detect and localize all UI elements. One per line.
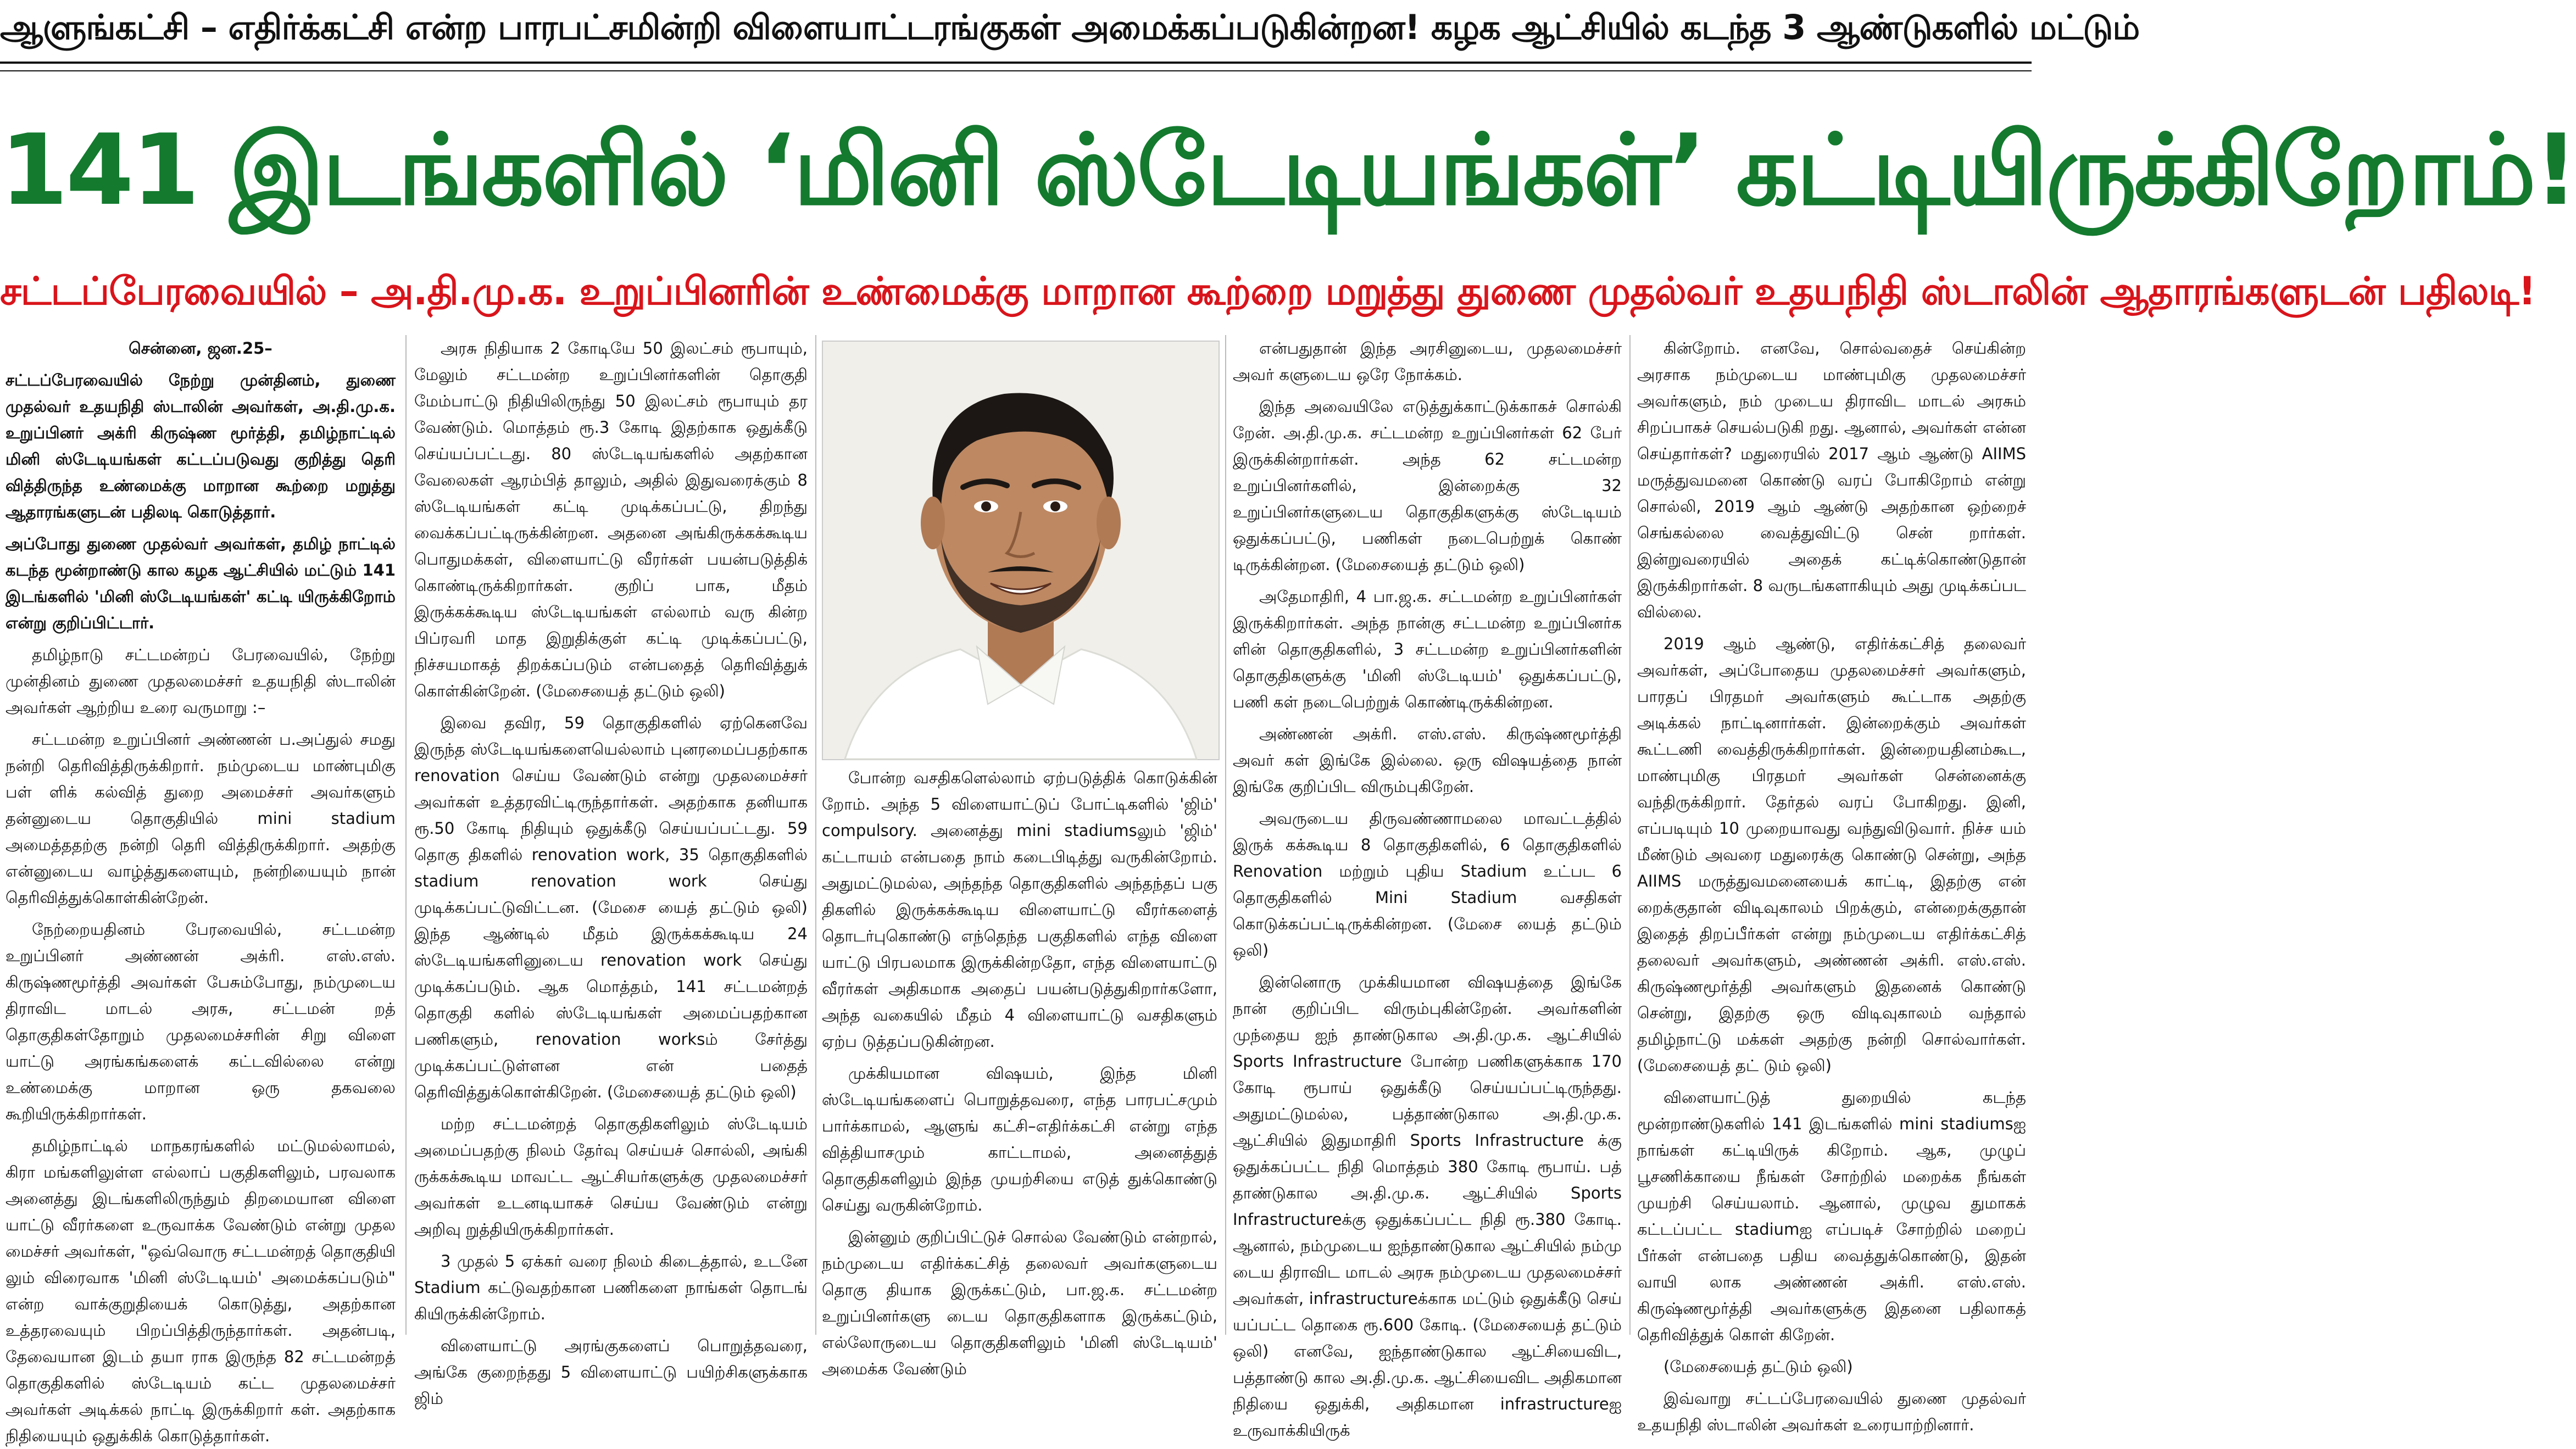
paragraph: கின்றோம். எனவே, சொல்வதைச் செய்கின்ற அரசாக நம்முடைய மாண்புமிகு முதலமைச்சர் அவர்களும், நம் முடைய திராவிட மாடல் அரசும் சிறப்பாகச் செயல்படுகி றது. ஆனால், அவர்கள் என்ன செய்தார்கள்? மதுரையில் 2017 ஆம் ஆண்டு AIIMS மருத்துவமனை கொண்டு வரப் போகிறோம் என்று சொல்லி, 2019 ஆம் ஆண்டு அதற்கான ஒற்றைச் செங்கல்லை வைத்துவிட்டு சென் றார்கள். இன்றுவரையில் அதைக் கட்டிக்கொண்டுதான் இருக்கிறார்கள். 8 வருடங்களாகியும் அது முடிக்கப்பட வில்லை. [1637,339,2026,621]
paragraph: தமிழ்நாட்டில் மாநகரங்களில் மட்டுமல்லாமல், கிரா மங்களிலுள்ள எல்லாப் பகுதிகளிலும், பரவலாக அனைத்து இடங்களிலிருந்தும் திறமையான விளை யாட்டு வீரர்களை உருவாக்க வேண்டும் என்று முதல மைச்சர் அவர்கள், "ஒவ்வொரு சட்டமன்றத் தொகுதியி லும் விரைவாக 'மினி ஸ்டேடியம்' அமைக்கப்படும்" என்ற வாக்குறுதியைக் கொடுத்து, அதற்கான உத்தரவையும் பிறப்பித்திருந்தார்கள். அதன்படி, தேவையான இடம் தயா ராக இருந்த 82 சட்டமன்றத் தொகுதிகளில் ஸ்டேடியம் கட்ட முதலமைச்சர் அவர்கள் அடிக்கல் நாட்டி இருக்கிறார் கள். அதற்காக நிதியையும் ஒதுக்கிக் கொடுத்தார்கள். [5,1136,396,1445]
paragraph: இந்த அவையிலே எடுத்துக்காட்டுக்காகச் சொல்கி றேன். அ.தி.மு.க. சட்டமன்ற உறுப்பினர்கள் 62 பேர் இருக்கின்றார்கள். அந்த 62 சட்டமன்ற உறுப்பினர்களில், இன்றைக்கு 32 உறுப்பினர்களுடைய தொகுதிகளுக்கு ஸ்டேடியம் ஒதுக்கப்பட்டு, பணிகள் நடைபெற்றுக் கொண் டிருக்கின்றன. (மேசையைத் தட்டும் ஒலி) [1233,397,1622,574]
column-2 [414,335,808,1408]
paragraph: என்பதுதான் இந்த அரசினுடைய, முதலமைச்சர் அவர் களுடைய ஒரே நோக்கம். [1233,339,1622,384]
paragraph: போன்ற வசதிகளெல்லாம் ஏற்படுத்திக் கொடுக்கின் றோம். அந்த 5 விளையாட்டுப் போட்டிகளில் 'ஜிம்' compulsory. அனைத்து mini stadiumsலும் 'ஜிம்' கட்டாயம் என்பதை நாம் கடைபிடித்து வருகின்றோம். அதுமட்டுமல்ல, அந்தந்த தொகுதிகளில் அந்தந்தப் பகு திகளில் இருக்கக்கூடிய விளையாட்டு வீரர்களைத் தொடர்புகொண்டு எந்தெந்த பகுதிகளில் எந்த விளை யாட்டு பிரபலமாக இருக்கின்றதோ, எந்த விளையாட்டு வீரர்கள் அதிகமாக அதைப் பயன்படுத்துகிறார்களோ, அந்த வகையில் மீதம் 4 விளையாட்டு வசதிகளும் ஏற்ப டுத்தப்படுகின்றன. [822,768,1217,1051]
paragraph: அண்ணன் அக்ரி. எஸ்.எஸ். கிருஷ்ணமூர்த்தி அவர் கள் இங்கே இல்லை. ஒரு விஷயத்தை நான் இங்கே குறிப்பிட விரும்புகிறேன். [1233,725,1622,796]
column-4 [1233,335,1622,1440]
top-rule-2 [0,70,2032,71]
paragraph: இன்னும் குறிப்பிட்டுச் சொல்ல வேண்டும் என்றால், நம்முடைய எதிர்க்கட்சித் தலைவர் அவர்களுடைய தொகு தியாக இருக்கட்டும், பா.ஜ.க. சட்டமன்ற உறுப்பினர்களு டைய தொகுதிகளாக இருக்கட்டும், எல்லோருடைய தொகுதிகளிலும் 'மினி ஸ்டேடியம்' அமைக்க வேண்டும் [822,1228,1217,1378]
paragraph: இவை தவிர, 59 தொகுதிகளில் ஏற்கெனவே இருந்த ஸ்டேடியங்களையெல்லாம் புனரமைப்பதற்காக renovation செய்ய வேண்டும் என்று முதலமைச்சர் அவர்கள் உத்தரவிட்டிருந்தார்கள். அதற்காக தனியாக ரூ.50 கோடி நிதியும் ஒதுக்கீடு செய்யப்பட்டது. 59 தொகு திகளில் renovation work, 35 தொகுதிகளில் stadium renovation work செய்து முடிக்கப்பட்டுவிட்டன. (மேசை யைத் தட்டும் ஒலி) இந்த ஆண்டில் மீதம் இருக்கக்கூடிய 24 ஸ்டேடியங்களினுடைய renovation work செய்து முடிக்கப்படும். ஆக மொத்தம், 141 சட்டமன்றத் தொகுதி களில் ஸ்டேடியங்கள் அமைப்பதற்கான பணிகளும், renovation worksம் சேர்த்து முடிக்கப்பட்டுள்ளன என் பதைத் தெரிவித்துக்கொள்கிறேன். (மேசையைத் தட்டும் ஒலி) [414,714,808,1101]
paragraph: மற்ற சட்டமன்றத் தொகுதிகளிலும் ஸ்டேடியம் அமைப்பதற்கு நிலம் தேர்வு செய்யச் சொல்லி, அங்கி ருக்கக்கூடிய மாவட்ட ஆட்சியர்களுக்கு முதலமைச்சர் அவர்கள் உடனடியாகச் செய்ய வேண்டும் என்று அறிவு றுத்தியிருக்கிறார்கள். [414,1114,808,1239]
paragraph: நேற்றையதினம் பேரவையில், சட்டமன்ற உறுப்பினர் அண்ணன் அக்ரி. எஸ்.எஸ். கிருஷ்ணமூர்த்தி அவர்கள் பேசும்போது, நம்முடைய திராவிட மாடல் அரசு, சட்டமன் றத் தொகுதிகள்தோறும் முதலமைச்சரின் சிறு விளை யாட்டு அரங்கங்களைக் கட்டவில்லை என்று உண்மைக்கு மாறான ஒரு தகவலை கூறியிருக்கிறார்கள். [5,920,396,1123]
lead-paragraph-2: அப்போது துணை முதல்வர் அவர்கள், தமிழ் நாட்டில் கடந்த மூன்றாண்டு கால கழக ஆட்சியில் மட்டும் 141 இடங்களில் 'மினி ஸ்டேடியங்கள்' கட்டி யிருக்கிறோம் என்று குறிப்பிட்டார். [5,534,396,632]
column-divider [1225,335,1226,1335]
paragraph: விளையாட்டு அரங்குகளைப் பொறுத்தவரை, அங்கே குறைந்தது 5 விளையாட்டு பயிற்சிகளுக்காக ஜிம் [414,1336,808,1408]
paragraph: அரசு நிதியாக 2 கோடியே 50 இலட்சம் ரூபாயும், மேலும் சட்டமன்ற உறுப்பினர்களின் தொகுதி மேம்பாட்டு நிதியிலிருந்து 50 இலட்சம் ரூபாயும் தர வேண்டும். மொத்தம் ரூ.3 கோடி இதற்காக ஒதுக்கீடு செய்யப்பட்டது. 80 ஸ்டேடியங்களில் அதற்கான வேலைகள் ஆரம்பித் தாலும், அதில் இதுவரைக்கும் 8 ஸ்டேடியங்கள் கட்டி முடிக்கப்பட்டு, திறந்து வைக்கப்பட்டிருக்கின்றன. அதனை அங்கிருக்கக்கூடிய பொதுமக்கள், விளையாட்டு வீரர்கள் பயன்படுத்திக் கொண்டிருக்கிறார்கள். குறிப் பாக, மீதம் இருக்கக்கூடிய ஸ்டேடியங்கள் எல்லாம் வரு கின்ற பிப்ரவரி மாத இறுதிக்குள் கட்டி முடிக்கப்பட்டு, நிச்சயமாகத் திறக்கப்படும் என்பதைத் தெரிவித்துக் கொள்கின்றேன். (மேசையைத் தட்டும் ஒலி) [414,339,808,700]
paragraph: அவருடைய திருவண்ணாமலை மாவட்டத்தில் இருக் கக்கூடிய 8 தொகுதிகளில், 6 தொகுதிகளில் Renovation மற்றும் புதிய Stadium உட்பட 6 தொகுதிகளில் Mini Stadium வசதிகள் கொடுக்கப்பட்டிருக்கின்றன. (மேசை யைத் தட்டும் ஒலி) [1233,809,1622,960]
portrait-illustration [823,342,1219,759]
kicker-line: ஆளுங்கட்சி – எதிர்க்கட்சி என்ற பாரபட்சமின்றி விளையாட்டரங்குகள் அமைக்கப்படுகின்றன! கழக ஆட்சியில் கடந்த 3 ஆண்டுகளில் மட்டும் [0,7,2140,47]
portrait-photo [822,341,1220,760]
lead-paragraph: சட்டப்பேரவையில் நேற்று முன்தினம், துணை முதல்வர் உதயநிதி ஸ்டாலின் அவர்கள், அ.தி.மு.க. உறுப்பினர் அக்ரி கிருஷ்ண மூர்த்தி, தமிழ்நாட்டில் மினி ஸ்டேடியங்கள் கட்டப்படுவது குறித்து தெரி வித்திருந்த உண்மைக்கு மாறான கூற்றை மறுத்து ஆதாரங்களுடன் பதிலடி கொடுத்தார். [5,371,396,521]
column-1 [5,335,396,1445]
paragraph: அதேமாதிரி, 4 பா.ஜ.க. சட்டமன்ற உறுப்பினர்கள் இருக்கிறார்கள். அந்த நான்கு சட்டமன்ற உறுப்பினர்க ளின் தொகுதிகளில், 3 சட்டமன்ற உறுப்பினர்களின் தொகுதிகளுக்கு 'மினி ஸ்டேடியம்' ஒதுக்கப்பட்டு, பணி கள் நடைபெற்றுக் கொண்டிருக்கின்றன. [1233,587,1622,711]
column-divider [405,335,407,1335]
column-divider [815,335,816,1335]
paragraph: முக்கியமான விஷயம், இந்த மினி ஸ்டேடியங்களைப் பொறுத்தவரை, எந்த பாரபட்சமும் பார்க்காமல், ஆளுங் கட்சி–எதிர்க்கட்சி என்று எந்த வித்தியாசமும் காட்டாமல், அனைத்துத் தொகுதிகளிலும் இந்த முயற்சியை எடுத் துக்கொண்டு செய்து வருகின்றோம். [822,1064,1217,1214]
paragraph: 3 முதல் 5 ஏக்கர் வரை நிலம் கிடைத்தால், உடனே Stadium கட்டுவதற்கான பணிகளை நாங்கள் தொடங் கியிருக்கின்றோம். [414,1252,808,1323]
paragraph: சட்டமன்ற உறுப்பினர் அண்ணன் ப.அப்துல் சமது நன்றி தெரிவித்திருக்கிறார். நம்முடைய மாண்புமிகு பள் ளிக் கல்வித் துறை அமைச்சர் அவர்களும் தன்னுடைய தொகுதியில் mini stadium அமைத்ததற்கு நன்றி தெரி வித்திருக்கிறார். அதற்கு என்னுடைய வாழ்த்துகளையும், நன்றியையும் நான் தெரிவித்துக்கொள்கின்றேன். [5,730,396,907]
paragraph: தமிழ்நாடு சட்டமன்றப் பேரவையில், நேற்று முன்தினம் துணை முதலமைச்சர் உதயநிதி ஸ்டாலின் அவர்கள் ஆற்றிய உரை வருமாறு :– [5,645,396,717]
column-3 [822,765,1217,1378]
subheadline: சட்டப்பேரவையில் – அ.தி.மு.க. உறுப்பினரின் உண்மைக்கு மாறான கூற்றை மறுத்து துணை முதல்வர் உதயநிதி ஸ்டாலின் ஆதாரங்களுடன் பதிலடி! [0,269,2536,314]
paragraph: 2019 ஆம் ஆண்டு, எதிர்க்கட்சித் தலைவர் அவர்கள், அப்போதைய முதலமைச்சர் அவர்களும், பாரதப் பிரதமர் அவர்களும் கூட்டாக அதற்கு அடிக்கல் நாட்டினார்கள். இன்றைக்கும் அவர்கள் கூட்டணி வைத்திருக்கிறார்கள். இன்றையதினம்கூட, மாண்புமிகு பிரதமர் அவர்கள் சென்னைக்கு வந்திருக்கிறார். தேர்தல் வரப் போகிறது. இனி, எப்படியும் 10 முறையாவது வந்துவிடுவார். நிச்ச யம் மீண்டும் அவரை மதுரைக்கு கொண்டு சென்று, அந்த AIIMS மருத்துவமனையைக் காட்டி, இதற்கு என் றைக்குதான் விடிவுகாலம் பிறக்கும், என்றைக்குதான் இதைத் திறப்பீர்கள் என்று நம்முடைய எதிர்க்கட்சித் தலைவர் அவர்களும், அண்ணன் அக்ரி. எஸ்.எஸ். கிருஷ்ணமூர்த்தி அவர்களும் இதனைக் கொண்டு சென்று, இதற்கு ஒரு விடிவுகாலம் வந்தால் தமிழ்நாட்டு மக்கள் அதற்கு நன்றி சொல்வார்கள். (மேசையைத் தட் டும் ஒலி) [1637,634,2026,1075]
paragraph: (மேசையைத் தட்டும் ஒலி) [1663,1357,1853,1376]
dateline: சென்னை, ஜன.25– [129,339,272,358]
top-rule [0,62,2032,64]
column-divider [1629,335,1631,1335]
column-5 [1637,335,2026,1434]
paragraph: இவ்வாறு சட்டப்பேரவையில் துணை முதல்வர் உதயநிதி ஸ்டாலின் அவர்கள் உரையாற்றினார். [1637,1389,2026,1434]
paragraph: இன்னொரு முக்கியமான விஷயத்தை இங்கே நான் குறிப்பிட விரும்புகின்றேன். அவர்களின் முந்தைய ஐந் தாண்டுகால அ.தி.மு.க. ஆட்சியில் Sports Infrastructure போன்ற பணிகளுக்காக 170 கோடி ரூபாய் ஒதுக்கீடு செய்யப்பட்டிருந்தது. அதுமட்டுமல்ல, பத்தாண்டுகால அ.தி.மு.க. ஆட்சியில் இதுமாதிரி Sports Infrastructure க்கு ஒதுக்கப்பட்ட நிதி மொத்தம் 380 கோடி ரூபாய். பத் தாண்டுகால அ.தி.மு.க. ஆட்சியில் Sports Infrastructureக்கு ஒதுக்கப்பட்ட நிதி ரூ.380 கோடி. ஆனால், நம்முடைய ஐந்தாண்டுகால ஆட்சியில் நம்மு டைய திராவிட மாடல் அரசு நம்முடைய முதலமைச்சர் அவர்கள், infrastructureக்காக மட்டும் ஒதுக்கீடு செய் யப்பட்ட தொகை ரூ.600 கோடி. (மேசையைத் தட்டும் ஒலி) எனவே, ஐந்தாண்டுகால ஆட்சியைவிட, பத்தாண்டு கால அ.தி.மு.க. ஆட்சியைவிட அதிகமான நிதியை ஒதுக்கி, அதிகமான infrastructureஐ உருவாக்கியிருக் [1233,973,1622,1440]
headline: 141 இடங்களில் ‘மினி ஸ்டேடியங்கள்’ கட்டியிருக்கிறோம்! [0,113,2576,227]
paragraph: விளையாட்டுத் துறையில் கடந்த மூன்றாண்டுகளில் 141 இடங்களில் mini stadiumsஐ நாங்கள் கட்டியிருக் கிறோம். ஆக, முழுப் பூசணிக்காயை நீங்கள் சோற்றில் மறைக்க நீங்கள் முயற்சி செய்யலாம். ஆனால், முழுவ துமாகக் கட்டப்பட்ட stadiumஐ எப்படிச் சோற்றில் மறைப் பீர்கள் என்பதை பதிய வைத்துக்கொண்டு, இதன் வாயி லாக அண்ணன் அக்ரி. எஸ்.எஸ். கிருஷ்ணமூர்த்தி அவர்களுக்கு இதனை பதிலாகத் தெரிவித்துக் கொள் கிறேன். [1637,1088,2026,1344]
